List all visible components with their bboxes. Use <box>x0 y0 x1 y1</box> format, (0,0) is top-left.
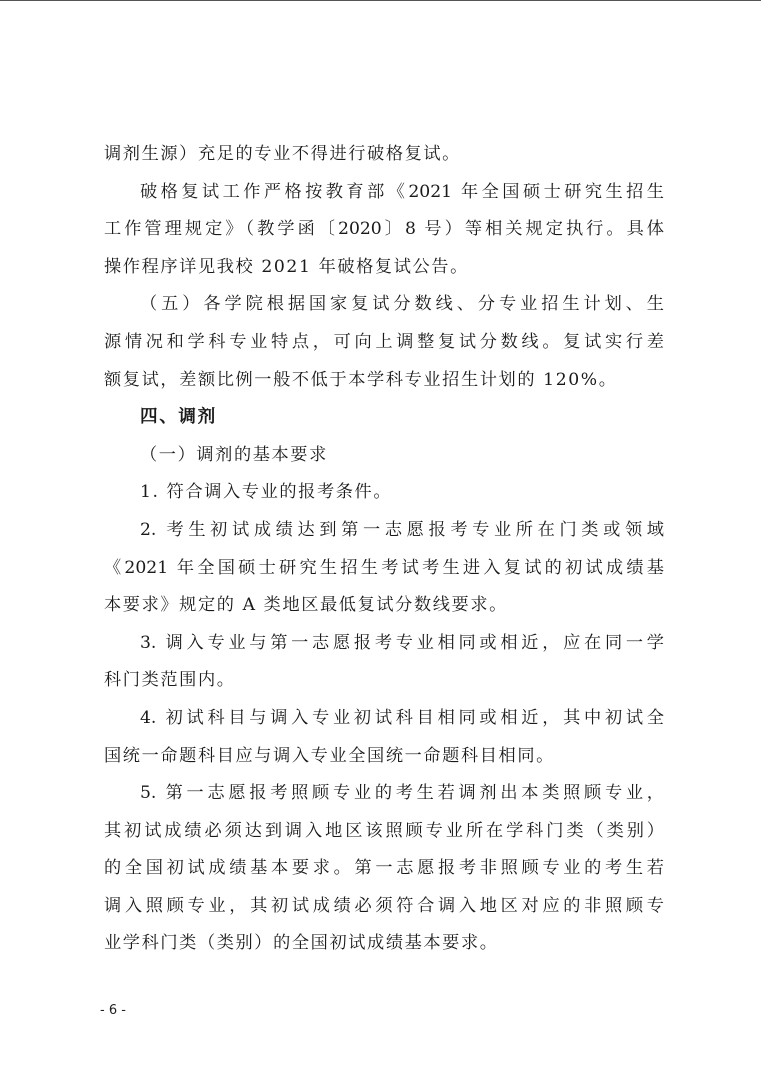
paragraph-line: 3. 调入专业与第一志愿报考专业相同或相近，应在同一学 <box>140 632 664 653</box>
section-heading: 四、调剂 <box>140 407 217 428</box>
paragraph-line: 本要求》规定的 A 类地区最低复试分数线要求。 <box>104 595 508 616</box>
paragraph-line: 源情况和学科专业特点，可向上调整复试分数线。复试实行差 <box>104 331 664 352</box>
paragraph-line: 2. 考生初试成绩达到第一志愿报考专业所在门类或领域 <box>140 519 664 540</box>
paragraph-line: 1. 符合调入专业的报考条件。 <box>140 482 393 503</box>
document-body <box>104 136 664 963</box>
paragraph-line: 操作程序详见我校 2021 年破格复试公告。 <box>104 256 469 277</box>
paragraph-line: 额复试，差额比例一般不低于本学科专业招生计划的 120%。 <box>104 369 618 390</box>
paragraph-line: 5. 第一志愿报考照顾专业的考生若调剂出本类照顾专业， <box>140 783 664 804</box>
paragraph-line: 科门类范围内。 <box>104 670 236 691</box>
paragraph-line: 其初试成绩必须达到调入地区该照顾专业所在学科门类（类别） <box>104 820 664 841</box>
top-rule <box>0 0 761 1</box>
paragraph-line: 工作管理规定》（教学函〔2020〕8 号）等相关规定执行。具体 <box>104 219 664 240</box>
subsection-heading: （一）调剂的基本要求 <box>140 444 328 465</box>
paragraph-line: 业学科门类（类别）的全国初试成绩基本要求。 <box>104 933 499 954</box>
paragraph-line: 调入照顾专业，其初试成绩必须符合调入地区对应的非照顾专 <box>104 895 664 916</box>
paragraph-line: （五）各学院根据国家复试分数线、分专业招生计划、生 <box>140 294 664 315</box>
paragraph-line: 调剂生源）充足的专业不得进行破格复试。 <box>104 144 461 164</box>
paragraph-line: 的全国初试成绩基本要求。第一志愿报考非照顾专业的考生若 <box>104 858 664 879</box>
page-number: - 6 - <box>100 1003 126 1018</box>
paragraph-line: 4. 初试科目与调入专业初试科目相同或相近，其中初试全 <box>140 707 664 728</box>
paragraph-line: 破格复试工作严格按教育部《2021 年全国硕士研究生招生 <box>140 181 664 202</box>
paragraph-line: 国统一命题科目应与调入专业全国统一命题科目相同。 <box>104 745 555 766</box>
paragraph-line: 《2021 年全国硕士研究生招生考试考生进入复试的初试成绩基 <box>104 557 664 578</box>
